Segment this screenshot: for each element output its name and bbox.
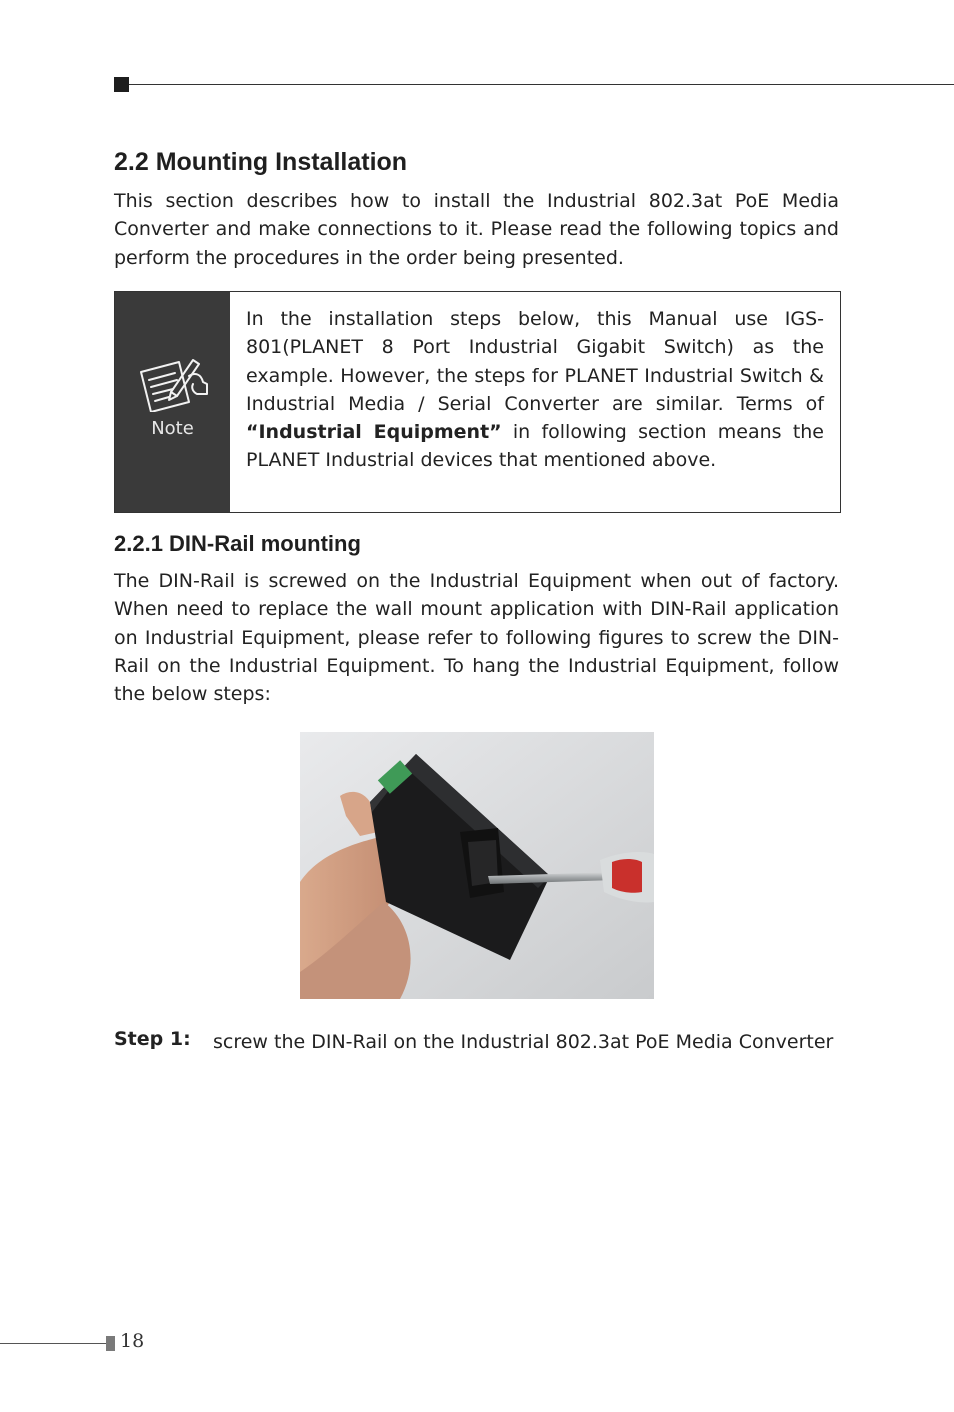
din-rail-screwing-photo [300, 732, 654, 999]
din-rail-paragraph: The DIN-Rail is screwed on the Industrial Equipment when out of factory. When need to replace the wall mount application with DIN-Rail application on Industrial Equipment, please refer to following figures to screw the DIN-Rail on the Industrial Equipment. To hang the Industrial Equipment, follow the below steps: [114, 570, 839, 706]
note-text [246, 305, 824, 475]
din-rail-heading: 2.2.1 DIN-Rail mounting [114, 531, 361, 556]
step-1-label: Step 1: [114, 1028, 191, 1050]
note-box [114, 291, 841, 513]
note-label: Note [151, 418, 194, 439]
header-rule [129, 84, 954, 85]
note-sidebar [115, 292, 230, 512]
note-pen-icon [135, 354, 211, 412]
page-number: 18 [120, 1330, 145, 1352]
footer-square [106, 1336, 115, 1351]
section-heading: 2.2 Mounting Installation [114, 148, 408, 176]
note-text-start: In the installation steps below, this Manual use IGS-801(PLANET 8 Port Industrial Gigabit Switch) as the example. However, the steps for PLANET Industrial Switch & Industrial Media / Serial Converter are similar. Terms of [246, 308, 824, 415]
section-intro: This section describes how to install the Industrial 802.3at PoE Media Converter and make connections to it. Please read the following topics and perform the procedures in the order being presented. [114, 190, 839, 269]
note-text-bold: “Industrial Equipment” [246, 421, 502, 444]
step-1-text: screw the DIN-Rail on the Industrial 802.3at PoE Media Converter [213, 1031, 834, 1053]
footer-rule [0, 1343, 106, 1344]
note-text-end: in following section means the PLANET Industrial devices that mentioned above. [246, 421, 824, 472]
header-square [114, 77, 129, 92]
